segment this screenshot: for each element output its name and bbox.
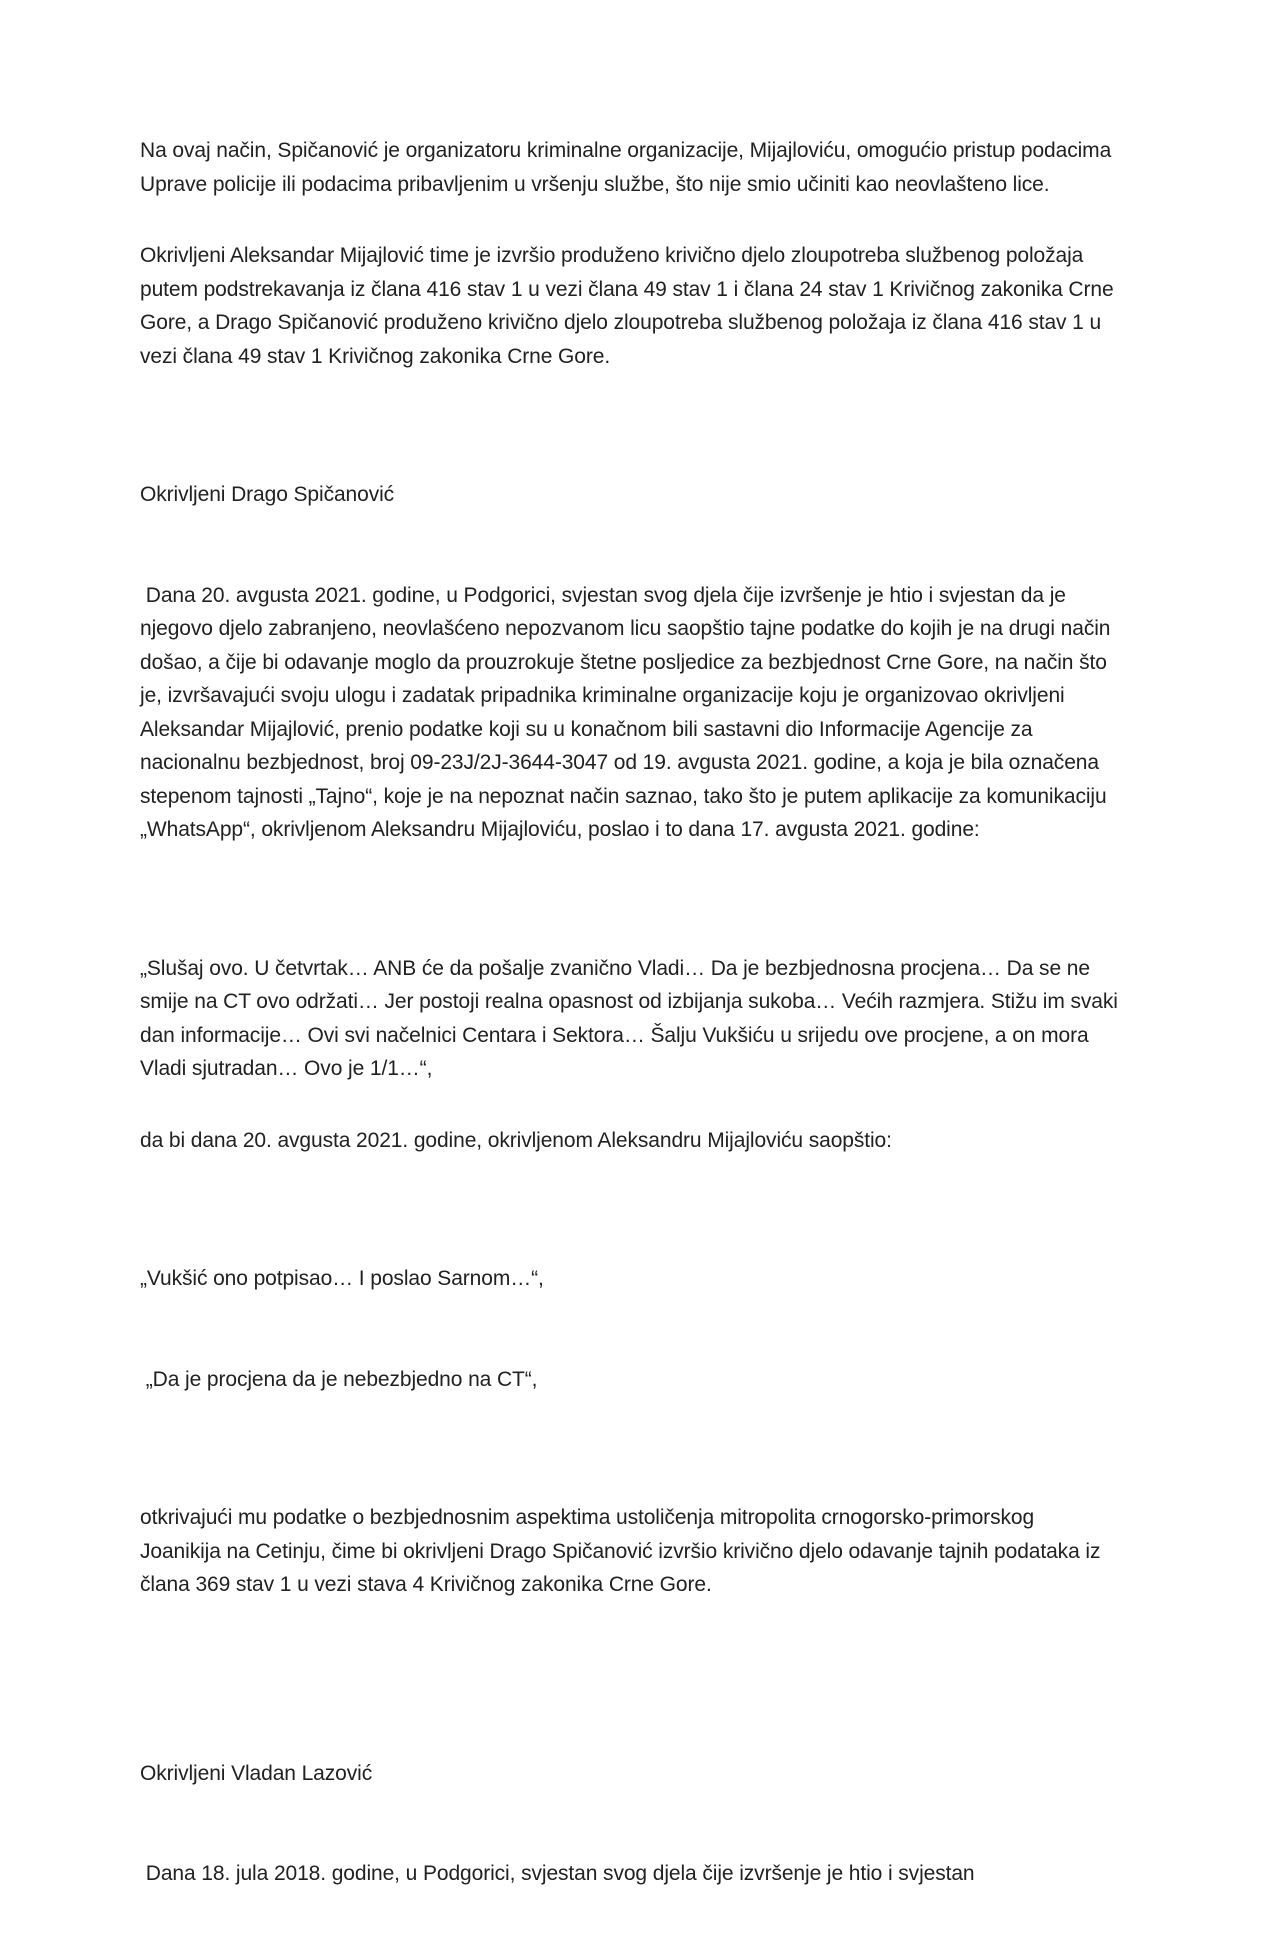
paragraph-vladan-lazovic-facts: Dana 18. jula 2018. godine, u Podgorici, svjestan svog djela čije izvršenje je htio i svjestan	[140, 1862, 975, 1885]
paragraph-drago-spicanovic-facts: Dana 20. avgusta 2021. godine, u Podgorici, svjestan svog djela čije izvršenje je htio i svjestan da je njegovo djelo zabranjeno, neovlašćeno nepozvanom licu saopštio tajne podatke do kojih je na drugi način došao, a čije bi odavanje moglo da prouzrokuje štetne posljedice za bezbjednost Crne Gore, na način što je, izvršavajući svoju ulogu i zadatak pripadnika kriminalne organizacije koju je organizovao okrivljeni Aleksandar Mijajlović, prenio podatke koji su u konačnom bili sastavni dio Informacije Agencije za nacionalnu bezbjednost, broj 09-23J/2J-3644-3047 od 19. avgusta 2021. godine, a koja je bila označena stepenom tajnosti „Tajno“, koje je na nepoznat način saznao, tako što je putem aplikacije za komunikaciju „WhatsApp“, okrivljenom Aleksandru Mijajloviću, poslao i to dana 17. avgusta 2021. godine:	[140, 583, 1117, 841]
paragraph-otkrivajuci-conclusion: otkrivajući mu podatke o bezbjednosnim aspektima ustoličenja mitropolita crnogorsko-primorskog Joanikija na Cetinju, čime bi okrivljeni Drago Spičanović izvršio krivično djelo odavanje tajnih podataka iz člana 369 stav 1 u vezi stava 4 Krivičnog zakonika Crne Gore.	[140, 1506, 1107, 1596]
paragraph-whatsapp-quotes-august-20	[140, 1195, 1120, 1463]
paragraph-august-20-lead-in: da bi dana 20. avgusta 2021. godine, okrivljenom Aleksandru Mijajloviću saopštio:	[140, 1128, 892, 1152]
paragraph-intro-spicanovic: Na ovaj način, Spičanović je organizatoru kriminalne organizacije, Mijajloviću, omogućio pristup podacima Uprave policije ili podacima pribavljenim u vršenju službe, što nije smio učiniti kao neovlašteno lice.	[140, 139, 1117, 196]
quote-procjena-nebezbjedno: „Da je procjena da je nebezbjedno na CT“,	[140, 1367, 538, 1391]
paragraph-okrivljeni-drago-spicanovic	[140, 411, 1120, 914]
paragraph-mijajlovic-offense: Okrivljeni Aleksandar Mijajlović time je izvršio produženo krivično djelo zloupotreba službenog položaja putem podstrekavanja iz člana 416 stav 1 u vezi člana 49 stav 1 i člana 24 stav 1 Krivičnog zakonika Crne Gore, a Drago Spičanović produženo krivično djelo zloupotreba službenog položaja iz člana 416 stav 1 u vezi člana 49 stav 1 Krivičnog zakonika Crne Gore.	[140, 244, 1120, 368]
defendant-heading-drago-spicanovic: Okrivljeni Drago Spičanović	[140, 483, 395, 506]
defendant-heading-vladan-lazovic: Okrivljeni Vladan Lazović	[140, 1761, 373, 1785]
blank-space	[140, 1640, 1120, 1690]
quote-vuksic-potpisao: „Vukšić ono potpisao… I poslao Sarnom…“,	[140, 1267, 544, 1290]
paragraph-okrivljeni-vladan-lazovic	[140, 1690, 1120, 1958]
paragraph-whatsapp-quote-august-17: „Slušaj ovo. U četvrtak… ANB će da pošalje zvanično Vladi… Da je bezbjednosna procjena… Da se ne smije na CT ovo održati… Jer postoji realna opasnost od izbijanja sukoba… Većih razmjera. Stižu im svaki dan informacije… Ovi svi načelnici Centara i Sektora… Šalju Vukšiću u srijedu ove procjene, a on mora Vladi sjutradan… Ovo je 1/1…“,	[140, 956, 1124, 1080]
document-body	[140, 134, 1124, 1958]
